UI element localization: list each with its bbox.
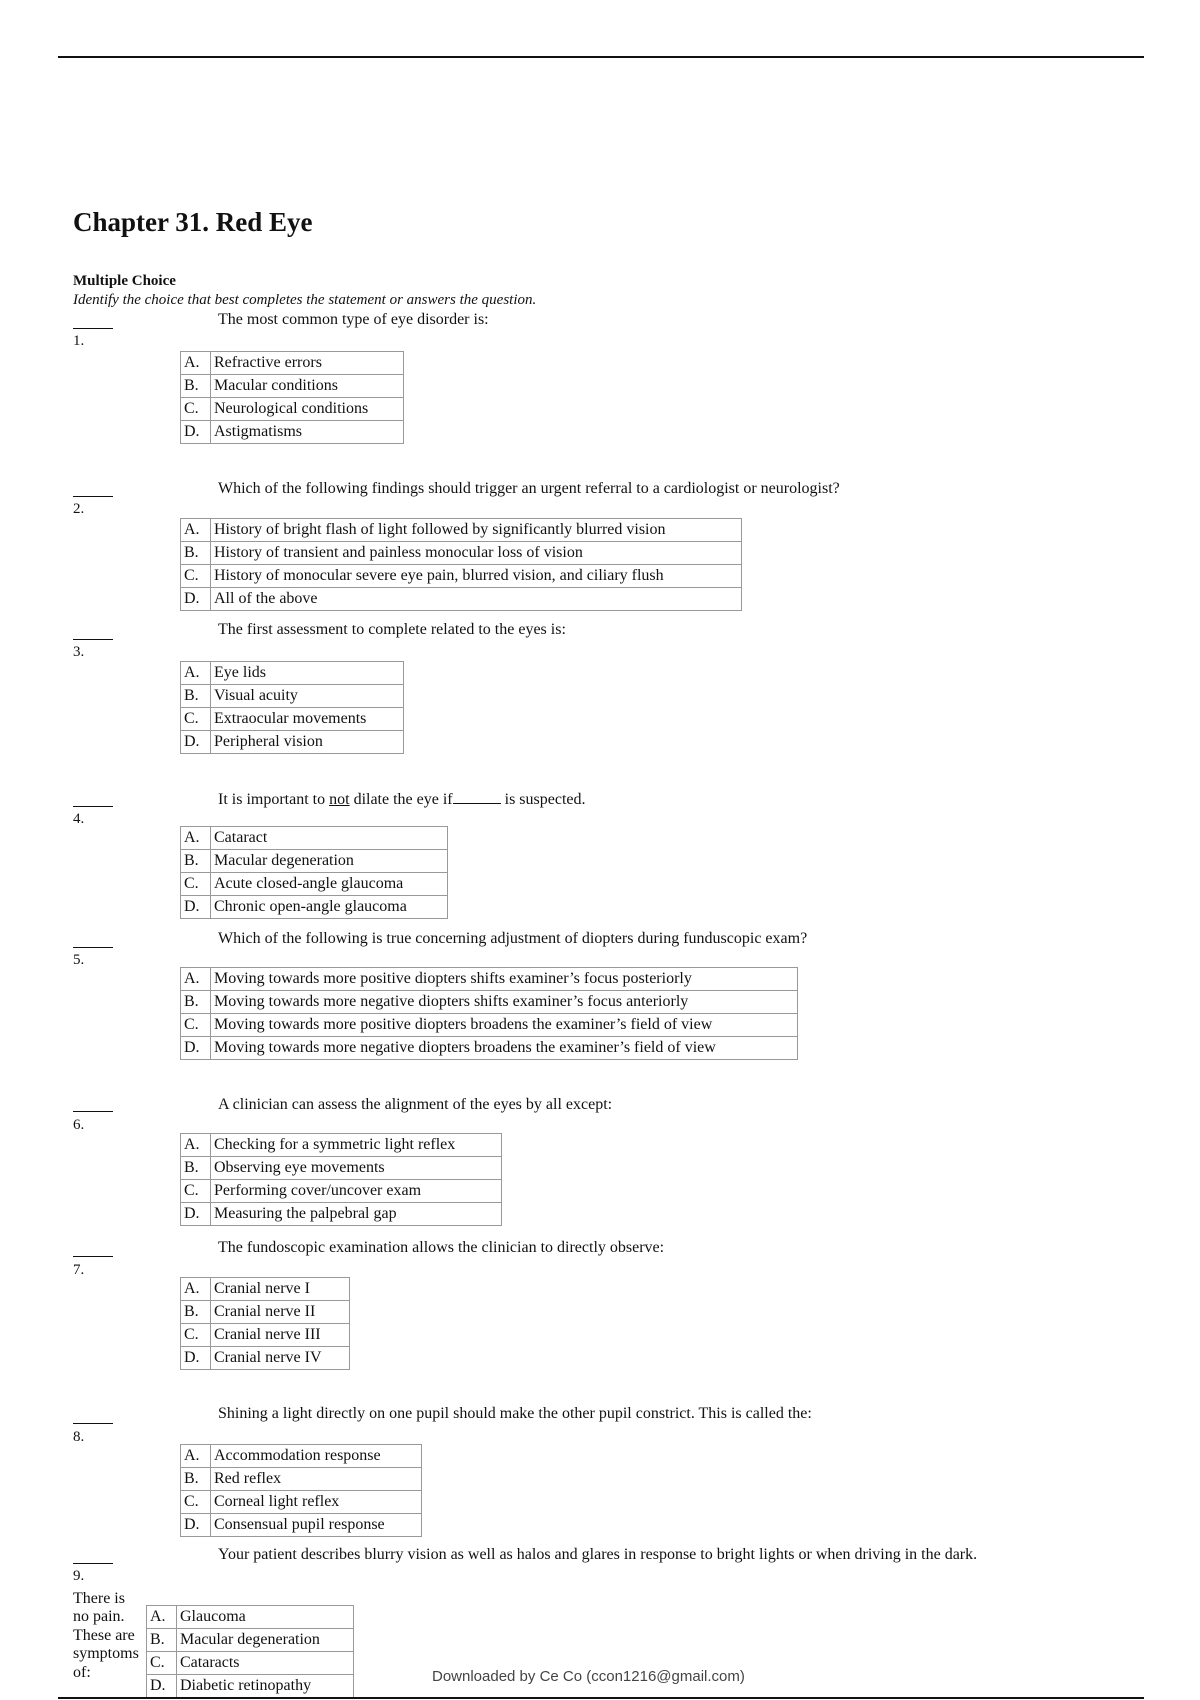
choice-row[interactable] [181, 1301, 350, 1324]
choice-letter: D. [181, 1514, 211, 1537]
choice-text: Astigmatisms [211, 421, 404, 444]
choice-row[interactable] [181, 1014, 798, 1037]
choices-table [146, 1605, 354, 1698]
question-number: 4. [73, 811, 85, 827]
choice-row[interactable] [147, 1652, 354, 1675]
choice-text: Moving towards more positive diopters broadens the examiner’s field of view [211, 1014, 798, 1037]
choice-letter: A. [181, 662, 211, 685]
choice-letter: C. [181, 565, 211, 588]
question-number: 2. [73, 501, 85, 517]
choice-letter: B. [181, 991, 211, 1014]
choice-row[interactable] [181, 850, 448, 873]
choices-table [180, 661, 404, 754]
choice-letter: C. [181, 1014, 211, 1037]
choice-row[interactable] [181, 896, 448, 919]
choice-row[interactable] [181, 1347, 350, 1370]
choice-text: Moving towards more negative diopters broadens the examiner’s field of view [211, 1037, 798, 1060]
choice-text: Peripheral vision [211, 731, 404, 754]
question-text: Your patient describes blurry vision as well as halos and glares in response to bright lights or when driving in the dark. [218, 1546, 978, 1563]
choice-text: Glaucoma [177, 1606, 354, 1629]
question-number: 7. [73, 1262, 85, 1278]
top-rule [58, 56, 1144, 58]
choice-letter: C. [181, 1324, 211, 1347]
choice-text: Observing eye movements [211, 1157, 502, 1180]
question-text: The first assessment to complete related to the eyes is: [218, 621, 566, 638]
choice-letter: D. [147, 1675, 177, 1698]
choice-row[interactable] [181, 588, 742, 611]
choice-letter: B. [181, 850, 211, 873]
choices-table [180, 1277, 350, 1370]
choice-row[interactable] [181, 1491, 422, 1514]
answer-blank[interactable] [73, 328, 113, 329]
question-number: 6. [73, 1117, 85, 1133]
choice-row[interactable] [147, 1675, 354, 1698]
question-text: A clinician can assess the alignment of the eyes by all except: [218, 1096, 613, 1113]
choice-row[interactable] [181, 991, 798, 1014]
choice-text: Moving towards more positive diopters shifts examiner’s focus posteriorly [211, 968, 798, 991]
answer-blank[interactable] [73, 496, 113, 497]
choice-letter: D. [181, 1347, 211, 1370]
choice-row[interactable] [181, 519, 742, 542]
choice-row[interactable] [181, 375, 404, 398]
choice-text: Cranial nerve III [211, 1324, 350, 1347]
choice-text: Cataracts [177, 1652, 354, 1675]
question-number: 1. [73, 333, 85, 349]
choice-text: Performing cover/uncover exam [211, 1180, 502, 1203]
choice-letter: A. [181, 968, 211, 991]
choice-text: Acute closed-angle glaucoma [211, 873, 448, 896]
choice-text: Extraocular movements [211, 708, 404, 731]
choice-row[interactable] [181, 1180, 502, 1203]
choice-row[interactable] [181, 1278, 350, 1301]
choice-text: Macular degeneration [177, 1629, 354, 1652]
choice-letter: A. [181, 827, 211, 850]
choice-letter: B. [181, 1468, 211, 1491]
choice-row[interactable] [181, 1203, 502, 1226]
choice-row[interactable] [181, 731, 404, 754]
choices-table [180, 1133, 502, 1226]
choice-text: Diabetic retinopathy [177, 1675, 354, 1698]
choices-table [180, 351, 404, 444]
choice-letter: A. [181, 1278, 211, 1301]
choice-text: History of monocular severe eye pain, blurred vision, and ciliary flush [211, 565, 742, 588]
choices-table [180, 967, 798, 1060]
choices-table [180, 1444, 422, 1537]
choice-text: History of bright flash of light followed by significantly blurred vision [211, 519, 742, 542]
choice-letter: C. [181, 708, 211, 731]
choice-row[interactable] [181, 1445, 422, 1468]
choice-row[interactable] [147, 1629, 354, 1652]
choice-row[interactable] [181, 685, 404, 708]
question-text: The fundoscopic examination allows the clinician to directly observe: [218, 1239, 665, 1256]
choice-row[interactable] [181, 1037, 798, 1060]
instructions: Identify the choice that best completes the statement or answers the question. [73, 292, 537, 308]
question-number: 9. [73, 1568, 85, 1584]
choice-text: All of the above [211, 588, 742, 611]
choice-letter: D. [181, 1203, 211, 1226]
choice-row[interactable] [181, 968, 798, 991]
choice-letter: D. [181, 421, 211, 444]
choice-letter: D. [181, 588, 211, 611]
choice-letter: C. [181, 1491, 211, 1514]
answer-blank[interactable] [73, 1423, 113, 1424]
choice-row[interactable] [181, 421, 404, 444]
choice-text: Measuring the palpebral gap [211, 1203, 502, 1226]
answer-blank[interactable] [73, 1111, 113, 1112]
choice-text: Consensual pupil response [211, 1514, 422, 1537]
answer-blank[interactable] [73, 639, 113, 640]
choice-letter: D. [181, 731, 211, 754]
choice-letter: A. [147, 1606, 177, 1629]
question-number: 5. [73, 952, 85, 968]
choice-text: Corneal light reflex [211, 1491, 422, 1514]
choice-row[interactable] [181, 565, 742, 588]
choice-row[interactable] [181, 1134, 502, 1157]
choice-text: Accommodation response [211, 1445, 422, 1468]
choices-table [180, 826, 448, 919]
choice-text: Neurological conditions [211, 398, 404, 421]
choice-letter: B. [181, 685, 211, 708]
choice-text: Macular conditions [211, 375, 404, 398]
choice-letter: A. [181, 519, 211, 542]
choice-text: History of transient and painless monocular loss of vision [211, 542, 742, 565]
choice-letter: C. [147, 1652, 177, 1675]
choices-table [180, 518, 742, 611]
choice-row[interactable] [181, 873, 448, 896]
choice-text: Chronic open-angle glaucoma [211, 896, 448, 919]
question-text-continued: There is no pain. These are symptoms of: [73, 1590, 139, 1681]
choice-letter: B. [181, 1157, 211, 1180]
choice-row[interactable] [181, 1468, 422, 1491]
choice-letter: B. [181, 375, 211, 398]
question-text: Shining a light directly on one pupil should make the other pupil constrict. This is called the: [218, 1405, 812, 1422]
choice-letter: D. [181, 896, 211, 919]
bottom-rule [58, 1697, 1144, 1699]
choice-row[interactable] [147, 1606, 354, 1629]
choice-text: Red reflex [211, 1468, 422, 1491]
choice-text: Cranial nerve II [211, 1301, 350, 1324]
question-number: 3. [73, 644, 85, 660]
choice-row[interactable] [181, 542, 742, 565]
choice-text: Visual acuity [211, 685, 404, 708]
choice-row[interactable] [181, 827, 448, 850]
choice-text: Checking for a symmetric light reflex [211, 1134, 502, 1157]
choice-letter: D. [181, 1037, 211, 1060]
choice-text: Moving towards more negative diopters shifts examiner’s focus anteriorly [211, 991, 798, 1014]
choice-letter: B. [181, 1301, 211, 1324]
choice-row[interactable] [181, 398, 404, 421]
question-text: The most common type of eye disorder is: [218, 311, 489, 328]
choice-letter: A. [181, 1445, 211, 1468]
choice-row[interactable] [181, 708, 404, 731]
choice-letter: B. [147, 1629, 177, 1652]
choice-text: Macular degeneration [211, 850, 448, 873]
choice-text: Cranial nerve I [211, 1278, 350, 1301]
chapter-title: Chapter 31. Red Eye [73, 207, 313, 237]
choice-letter: A. [181, 1134, 211, 1157]
fill-in-blank[interactable] [453, 789, 501, 804]
section-heading: Multiple Choice [73, 273, 176, 289]
question-text: Which of the following findings should trigger an urgent referral to a cardiologist or neurologist? [218, 480, 840, 497]
answer-blank[interactable] [73, 806, 113, 807]
choice-letter: C. [181, 873, 211, 896]
choice-letter: B. [181, 542, 211, 565]
answer-blank[interactable] [73, 1563, 113, 1564]
choice-text: Cataract [211, 827, 448, 850]
question-text: Which of the following is true concerning adjustment of diopters during funduscopic exam? [218, 930, 808, 947]
choice-row[interactable] [181, 352, 404, 375]
choice-row[interactable] [181, 1157, 502, 1180]
choice-text: Cranial nerve IV [211, 1347, 350, 1370]
choice-row[interactable] [181, 662, 404, 685]
answer-blank[interactable] [73, 947, 113, 948]
choice-text: Eye lids [211, 662, 404, 685]
choice-letter: C. [181, 398, 211, 421]
question-text: It is important to not dilate the eye if is suspected. [218, 791, 586, 808]
download-note: Downloaded by Ce Co (ccon1216@gmail.com) [432, 1668, 745, 1685]
question-number: 8. [73, 1429, 85, 1445]
choice-letter: C. [181, 1180, 211, 1203]
choice-row[interactable] [181, 1514, 422, 1537]
answer-blank[interactable] [73, 1256, 113, 1257]
choice-text: Refractive errors [211, 352, 404, 375]
choice-row[interactable] [181, 1324, 350, 1347]
choice-letter: A. [181, 352, 211, 375]
